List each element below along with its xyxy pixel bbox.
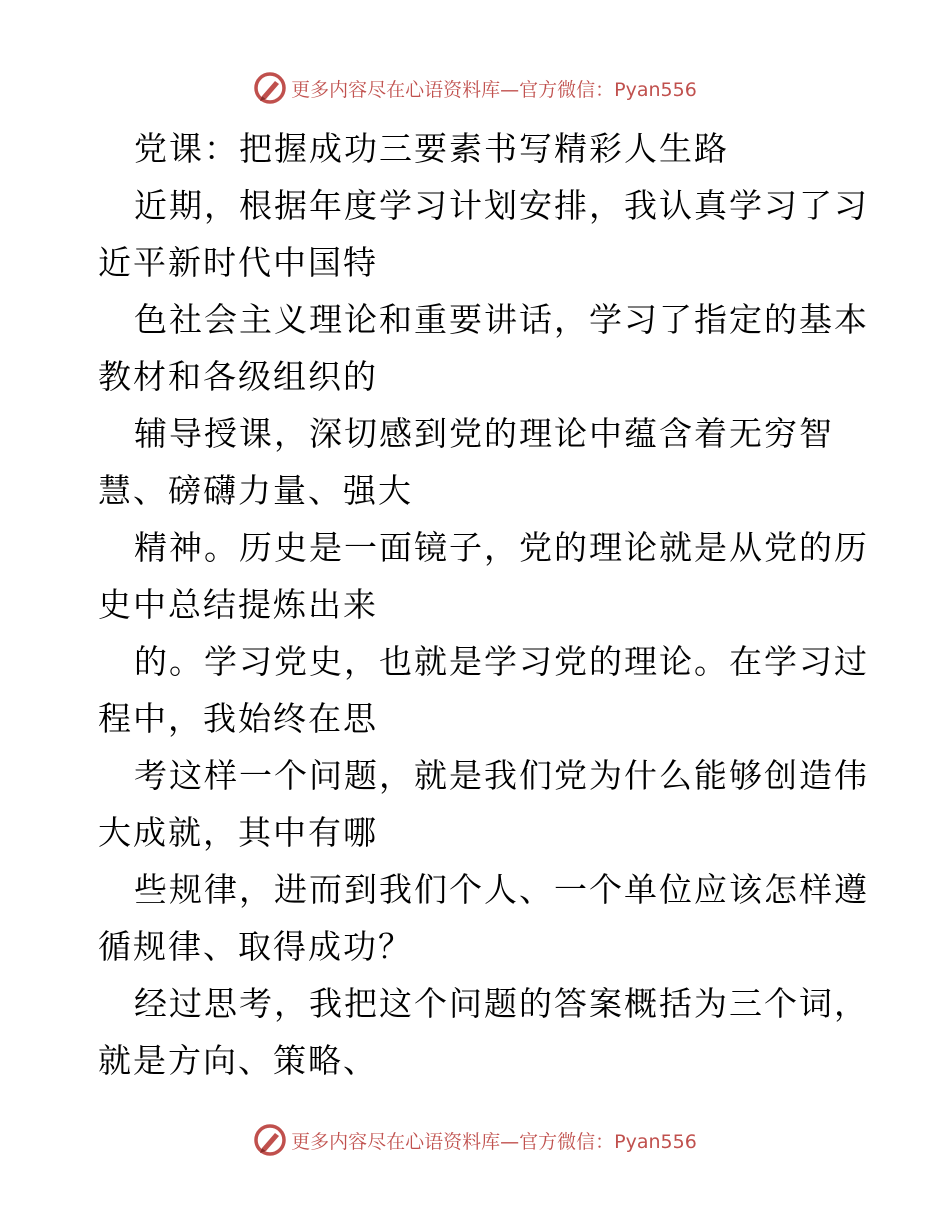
paragraph-line: 色社会主义理论和重要讲话，学习了指定的基本 bbox=[134, 300, 869, 339]
paragraph-line: 程中，我始终在思 bbox=[98, 699, 378, 738]
paragraph-line: 辅导授课，深切感到党的理论中蕴含着无穷智 bbox=[134, 414, 834, 453]
paragraph-2 bbox=[98, 291, 869, 405]
paragraph-line: 慧、磅礴力量、强大 bbox=[98, 471, 413, 510]
paragraph-4 bbox=[98, 519, 869, 633]
paragraph-6 bbox=[98, 747, 869, 861]
paragraph-line: 就是方向、策略、 bbox=[98, 1041, 378, 1080]
document-title: 党课：把握成功三要素书写精彩人生路 bbox=[134, 129, 729, 168]
pen-circle-logo-icon bbox=[253, 1123, 287, 1157]
footer-watermark-banner bbox=[0, 1120, 950, 1160]
paragraph-line: 史中总结提炼出来 bbox=[98, 585, 378, 624]
document-body bbox=[98, 120, 869, 1089]
paragraph-line: 经过思考，我把这个问题的答案概括为三个词， bbox=[134, 984, 869, 1023]
paragraph-line: 近平新时代中国特 bbox=[98, 243, 378, 282]
paragraph-line: 大成就，其中有哪 bbox=[98, 813, 378, 852]
header-watermark-banner bbox=[0, 68, 950, 108]
paragraph-5 bbox=[98, 633, 869, 747]
paragraph-line: 考这样一个问题，就是我们党为什么能够创造伟 bbox=[134, 756, 869, 795]
paragraph-line: 教材和各级组织的 bbox=[98, 357, 378, 396]
paragraph-line: 精神。历史是一面镜子，党的理论就是从党的历 bbox=[134, 528, 869, 567]
paragraph-8 bbox=[98, 975, 869, 1089]
paragraph-line: 的。学习党史，也就是学习党的理论。在学习过 bbox=[134, 642, 869, 681]
paragraph-line: 循规律、取得成功？ bbox=[98, 927, 413, 966]
paragraph-7 bbox=[98, 861, 869, 975]
watermark-text: 更多内容尽在心语资料库—官方微信：Pyan556 bbox=[291, 78, 697, 101]
watermark-text: 更多内容尽在心语资料库—官方微信：Pyan556 bbox=[291, 1130, 697, 1153]
paragraph-1 bbox=[98, 177, 869, 291]
paragraph-line: 近期，根据年度学习计划安排，我认真学习了习 bbox=[134, 186, 869, 225]
paragraph-line: 些规律，进而到我们个人、一个单位应该怎样遵 bbox=[134, 870, 869, 909]
pen-circle-logo-icon bbox=[253, 71, 287, 105]
paragraph-3 bbox=[98, 405, 858, 519]
